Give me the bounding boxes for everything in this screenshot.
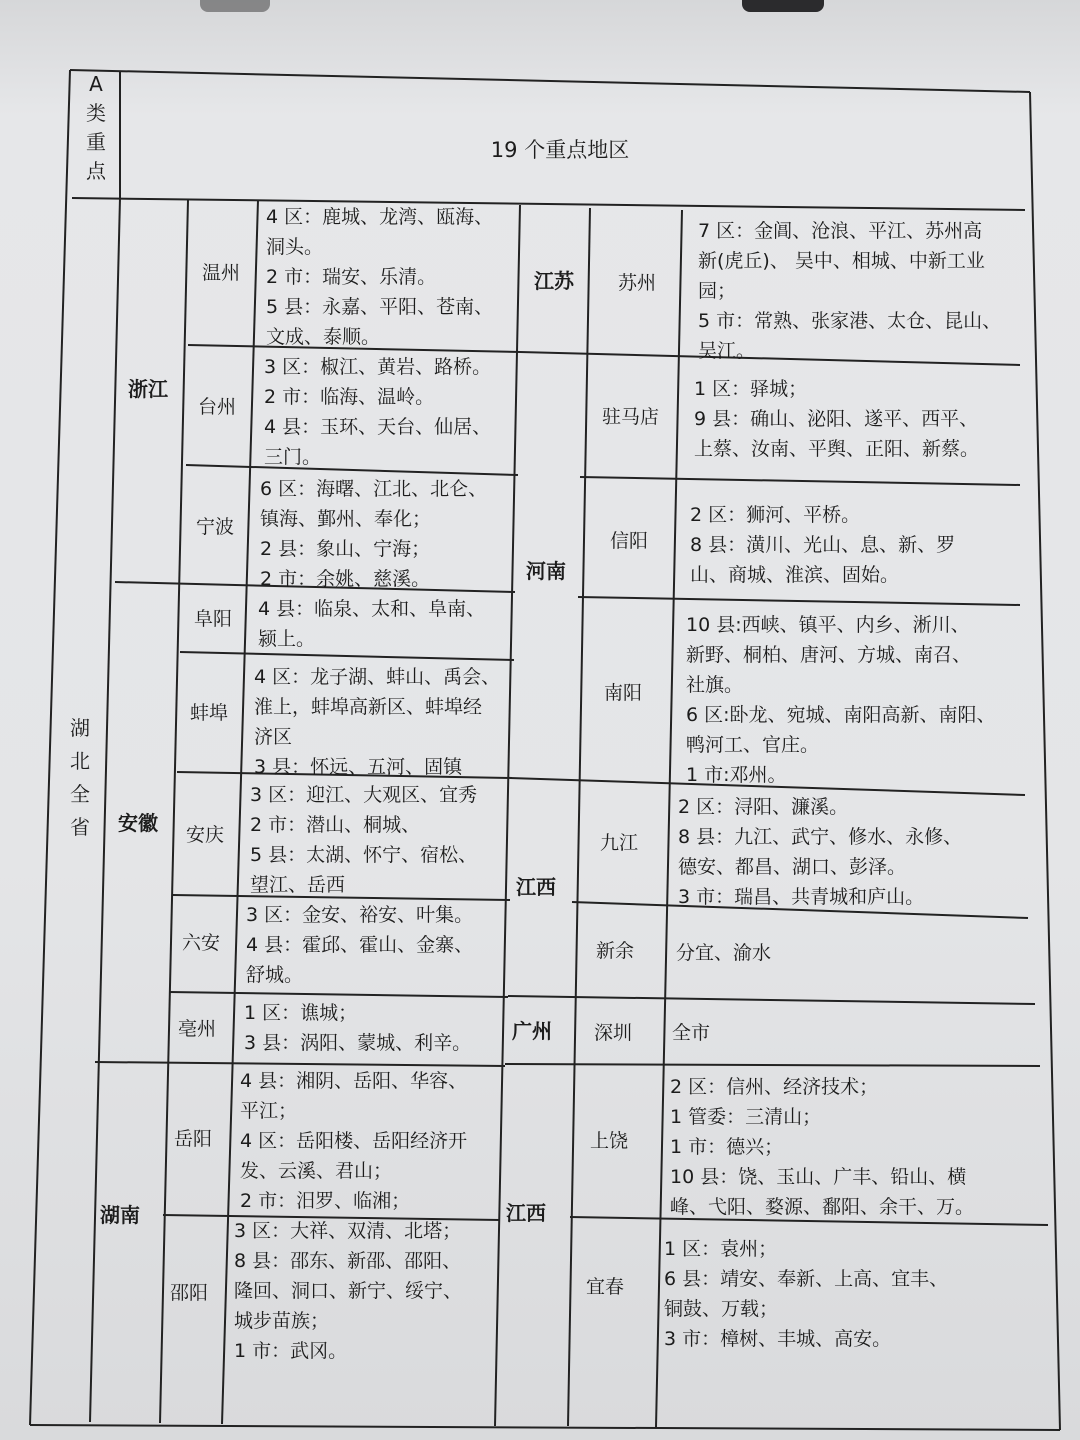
province-jiangxi: 江西 xyxy=(516,875,556,899)
city-luan: 六安 xyxy=(182,932,221,954)
province-hunan: 湖南 xyxy=(100,1203,140,1227)
city-suzhou-detail: 7 区：金阊、沧浪、平江、苏州高 新(虎丘)、 吴中、相城、中新工业 园； 5 市：常熟、张家港、太仓、昆山、 吴江。 xyxy=(698,220,1002,362)
city-shangrao: 上饶 xyxy=(590,1130,629,1152)
city-luan-detail: 3 区：金安、裕安、叶集。 4 县：霍邱、霍山、金寨、 舒城。 xyxy=(246,904,474,986)
city-yichun-detail: 1 区：袁州； 6 县：靖安、奉新、上高、宜丰、 铜鼓、万载； 3 市：樟树、丰城、高安。 xyxy=(664,1238,949,1350)
city-nanyang: 南阳 xyxy=(604,682,643,704)
hubei-province-label: 湖 北 全 省 xyxy=(70,716,90,839)
city-taizhou-detail: 3 区：椒江、黄岩、路桥。 2 市：临海、温岭。 4 县：玉环、天台、仙居、 三门。 xyxy=(264,356,492,468)
city-shangrao-detail: 2 区：信州、经济技术； 1 管委：三清山； 1 市：德兴； 10 县：饶、玉山、广丰、铅山、横 峰、弋阳、婺源、鄱阳、余干、万。 xyxy=(670,1076,975,1218)
city-jiujiang: 九江 xyxy=(600,832,639,854)
city-fuyang: 阜阳 xyxy=(194,608,233,630)
city-taizhou: 台州 xyxy=(198,396,237,418)
city-xinyang: 信阳 xyxy=(610,530,649,552)
province-zhejiang: 浙江 xyxy=(128,377,168,401)
city-jiujiang-detail: 2 区：浔阳、濂溪。 8 县：九江、武宁、修水、永修、 德安、都昌、湖口、彭泽。 3 市：瑞昌、共青城和庐山。 xyxy=(678,796,963,908)
city-bozhou-detail: 1 区：谯城； 3 县：涡阳、蒙城、利辛。 xyxy=(244,1002,472,1054)
city-shaoyang-detail: 3 区：大祥、双清、北塔； 8 县：邵东、新邵、邵阳、 隆回、洞口、新宁、绥宁、 城步苗族； 1 市：武冈。 xyxy=(234,1220,463,1362)
city-anqing-detail: 3 区：迎江、大观区、宜秀 2 市：潜山、桐城、 5 县：太湖、怀宁、宿松、 望江、岳西 xyxy=(250,784,478,896)
city-xinyu: 新余 xyxy=(596,940,635,962)
city-nanyang-detail: 10 县:西峡、镇平、内乡、淅川、 新野、桐柏、唐河、方城、南召、 社旗。 6 区:卧龙、宛城、南阳高新、南阳、 鸭河工、官庄。 1 市:邓州。 xyxy=(686,614,996,786)
city-ningbo-detail: 6 区：海曙、江北、北仑、 镇海、鄞州、奉化； 2 县：象山、宁海； 2 市：余姚、慈溪。 xyxy=(260,478,488,590)
category-a-label: A 类 重 点 xyxy=(86,72,106,183)
province-guangzhou: 广州 xyxy=(512,1019,552,1043)
city-zhumadian: 驻马店 xyxy=(602,406,660,428)
city-fuyang-detail: 4 县：临泉、太和、阜南、 颍上。 xyxy=(258,598,486,650)
city-zhumadian-detail: 1 区：驿城； 9 县：确山、泌阳、遂平、西平、 上蔡、汝南、平舆、正阳、新蔡。 xyxy=(694,378,980,460)
city-shenzhen: 深圳 xyxy=(594,1022,633,1044)
city-wenzhou-detail: 4 区：鹿城、龙湾、瓯海、 洞头。 2 市：瑞安、乐清。 5 县：永嘉、平阳、苍南、 文成、泰顺。 xyxy=(266,206,494,348)
province-henan: 河南 xyxy=(526,559,566,583)
city-xinyang-detail: 2 区：狮河、平桥。 8 县：潢川、光山、息、新、罗 山、商城、淮滨、固始。 xyxy=(690,504,956,586)
province-jiangsu: 江苏 xyxy=(534,269,574,293)
city-bozhou: 亳州 xyxy=(178,1018,217,1040)
city-shaoyang: 邵阳 xyxy=(170,1282,209,1304)
province-jiangxi-2: 江西 xyxy=(506,1201,546,1225)
city-ningbo: 宁波 xyxy=(196,516,235,538)
city-bengbu-detail: 4 区：龙子湖、蚌山、禹会、 淮上，蚌埠高新区、蚌埠经 济区 3 县：怀远、五河、固镇 xyxy=(254,666,501,778)
province-anhui: 安徽 xyxy=(118,811,158,835)
page-title: 19 个重点地区 xyxy=(490,138,630,162)
city-yichun: 宜春 xyxy=(586,1276,625,1298)
city-anqing: 安庆 xyxy=(186,824,225,846)
city-wenzhou: 温州 xyxy=(202,262,241,284)
city-shenzhen-detail: 全市 xyxy=(672,1022,711,1044)
city-yueyang: 岳阳 xyxy=(174,1128,213,1150)
city-suzhou: 苏州 xyxy=(618,272,657,294)
city-bengbu: 蚌埠 xyxy=(190,702,229,724)
city-yueyang-detail: 4 县：湘阴、岳阳、华容、 平江； 4 区：岳阳楼、岳阳经济开 发、云溪、君山； 2 市：汨罗、临湘； xyxy=(240,1070,468,1212)
city-xinyu-detail: 分宜、渝水 xyxy=(676,942,772,964)
